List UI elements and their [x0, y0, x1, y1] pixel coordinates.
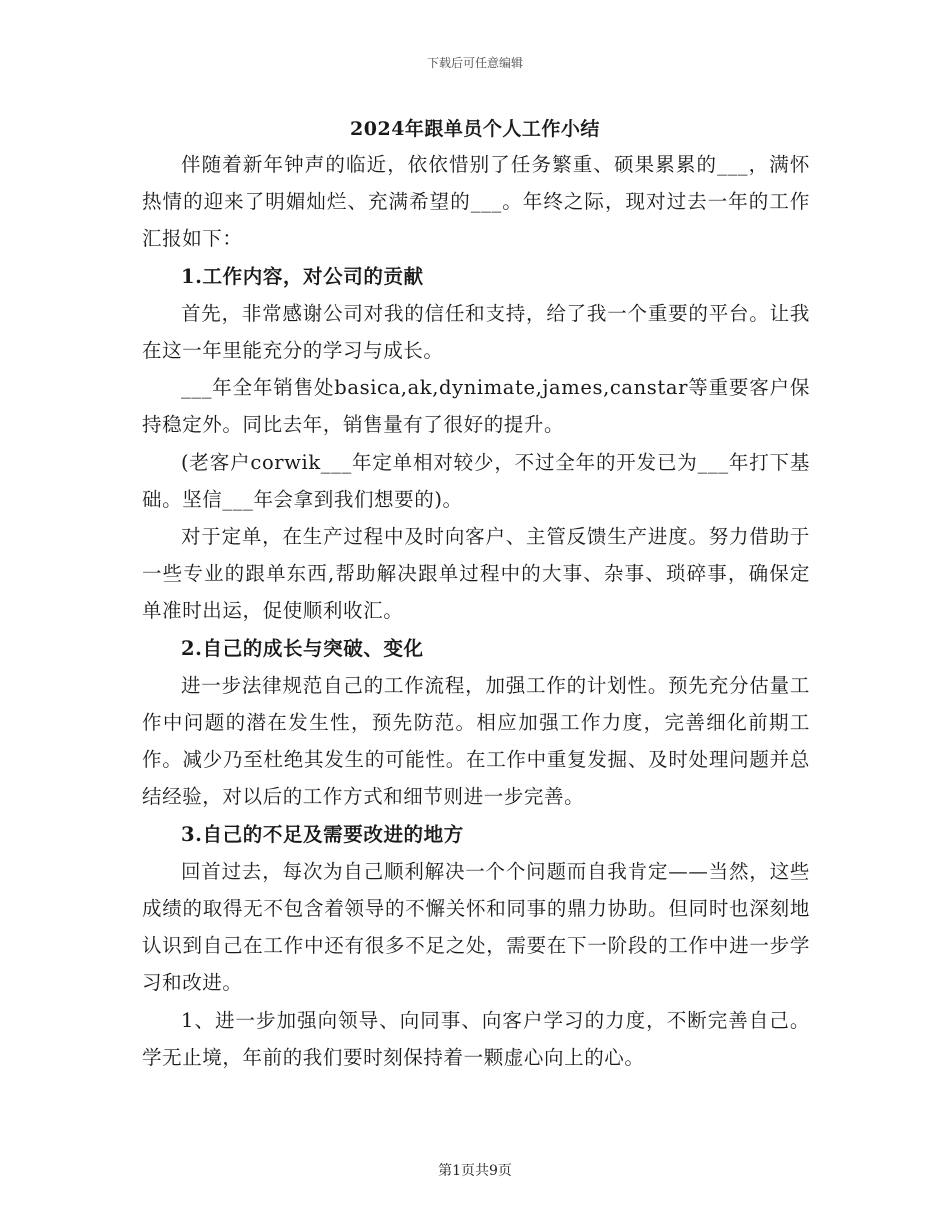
paragraph: 进一步法律规范自己的工作流程，加强工作的计划性。预先充分估量工作中问题的潜在发生性，预先防范。相应加强工作力度，完善细化前期工作。减少乃至杜绝其发生的可能性。在工作中重复发掘、及时处理问题并总结经验，对以后的工作方式和细节则进一步完善。	[142, 673, 810, 809]
paragraph: 对于定单，在生产过程中及时向客户、主管反馈生产进度。努力借助于一些专业的跟单东西,帮助解决跟单过程中的大事、杂事、琐碎事，确保定单准时出运，促使顺利收汇。	[142, 525, 810, 623]
section-heading-3: 3.自己的不足及需要改进的地方	[181, 822, 464, 846]
paragraph: 1、进一步加强向领导、向同事、向客户学习的力度，不断完善自己。学无止境，年前的我们要时刻保持着一颗虚心向上的心。	[142, 1008, 810, 1069]
intro-paragraph: 伴随着新年钟声的临近，依依惜别了任务繁重、硕果累累的___，满怀热情的迎来了明媚灿烂、充满希望的___。年终之际，现对过去一年的工作汇报如下：	[142, 153, 810, 251]
paragraph: (老客户corwik___年定单相对较少，不过全年的开发已为___年打下基础。坚信___年会拿到我们想要的)。	[142, 450, 810, 511]
header-note: 下载后可任意编辑	[426, 56, 523, 70]
paragraph: 回首过去，每次为自己顺利解决一个个问题而自我肯定——当然，这些成绩的取得无不包含着领导的不懈关怀和同事的鼎力协助。但同时也深刻地认识到自己在工作中还有很多不足之处，需要在下一阶段的工作中进一步学习和改进。	[142, 859, 810, 995]
paragraph: ___年全年销售处basica,ak,dynimate,james,canstar等重要客户保持稳定外。同比去年，销售量有了很好的提升。	[142, 376, 810, 437]
section-heading-2: 2.自己的成长与突破、变化	[181, 636, 424, 660]
paragraph: 首先，非常感谢公司对我的信任和支持，给了我一个重要的平台。让我在这一年里能充分的学习与成长。	[142, 301, 810, 363]
page-footer: 第1页共9页	[438, 1163, 512, 1179]
document-title: 2024年跟单员个人工作小结	[350, 118, 600, 140]
section-heading-1: 1.工作内容，对公司的贡献	[181, 264, 424, 288]
document-body	[142, 146, 810, 1076]
